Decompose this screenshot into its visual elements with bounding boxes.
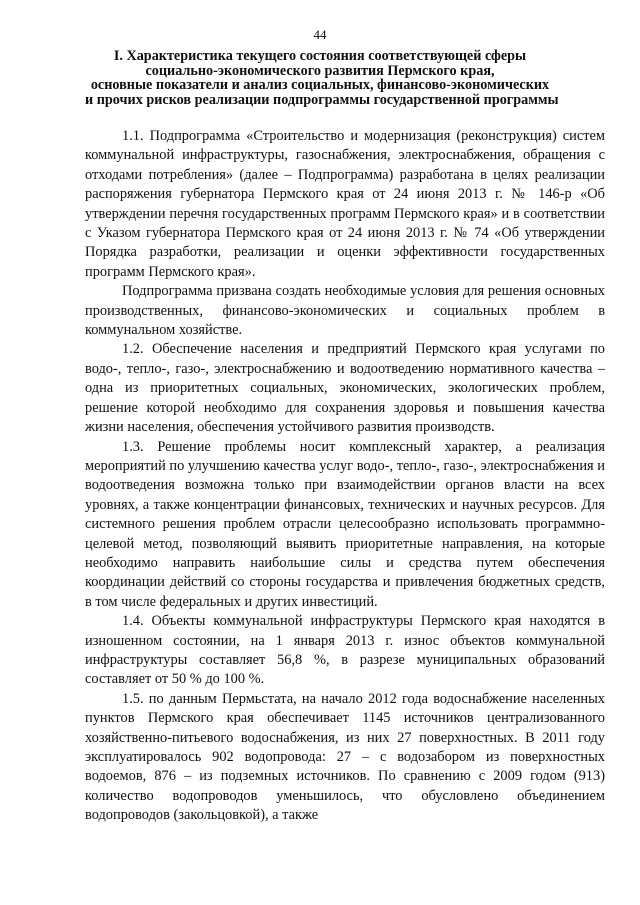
heading-line: социально-экономического развития Пермского края, xyxy=(145,62,495,79)
paragraph-1-4: 1.4. Объекты коммунальной инфраструктуры Пермского края находятся в изношенном состоянии, на 1 января 2013 г. износ объектов коммунальной инфраструктуры составляет 56,8 %, в разрезе муниципальных образований составляет от 50 % до 100 %. xyxy=(85,613,605,688)
heading-line: и прочих рисков реализации подпрограммы государственной программы xyxy=(85,91,559,108)
paragraph-purpose: Подпрограмма призвана создать необходимые условия для решения основных производственных, финансово-экономических и социальных проблем в коммунальном хозяйстве. xyxy=(85,283,605,339)
paragraph-1-1: 1.1. Подпрограмма «Строительство и модернизация (реконструкция) систем коммунальной инфраструктуры, газоснабжения, электроснабжения, обращения с отходами потребления» (далее – Подпрограмма) разработана в целях реализации распоряжения губернатора Пермского края от 24 июня 2013 г. № 146-р «Об утверждении перечня государственных программ Пермского края» и в соответствии с Указом губернатора Пермского края от 24 июня 2013 г. № 74 «Об утверждении Порядка разработки, реализации и оценки эффективности государственных программ Пермского края». xyxy=(85,128,605,280)
paragraph-1-2: 1.2. Обеспечение населения и предприятий Пермского края услугами по водо-, тепло-, газо-, электроснабжению и водоотведению нормативного качества – одна из приоритетных социальных, экономических, экологических проблем, решение которой необходимо для сохранения здоровья и повышения качества жизни населения, обеспечения устойчивого развития производств. xyxy=(85,341,605,436)
section-heading xyxy=(85,48,559,108)
heading-line: I. Характеристика текущего состояния соответствующей сферы xyxy=(113,48,527,64)
paragraph-1-3: 1.3. Решение проблемы носит комплексный характер, а реализация мероприятий по улучшению качества услуг водо-, тепло-, газо-, электроснабжения и водоотведения возможна только при взаимодействии органов власти на всех уровнях, а также концентрации финансовых, технических и научных ресурсов. Для системного решения проблем отрасли целесообразно использовать программно-целевой метод, позволяющий выявить приоритетные направления, на которые необходимо направить наибольшие силы и средства путем обеспечения координации действий со стороны государства и привлечения бюджетных средств, в том числе федеральных и других инвестиций. xyxy=(85,438,605,610)
heading-line: основные показатели и анализ социальных, финансово-экономических xyxy=(90,77,550,93)
page-number: 44 xyxy=(313,27,327,42)
paragraph-1-5: 1.5. по данным Пермьстата, на начало 2012 года водоснабжение населенных пунктов Пермского края обеспечивает 1145 источников централизованного хозяйственно-питьевого водоснабжения, из них 27 поверхностных. В 2011 году эксплуатировалось 902 водопровода: 27 – с водозабором из поверхностных водоемов, 876 – из подземных источников. По сравнению с 2009 годом (913) количество водопроводов уменьшилось, что обусловлено объединением водопроводов (закольцовкой), а также xyxy=(85,690,605,824)
body-text xyxy=(85,127,605,826)
